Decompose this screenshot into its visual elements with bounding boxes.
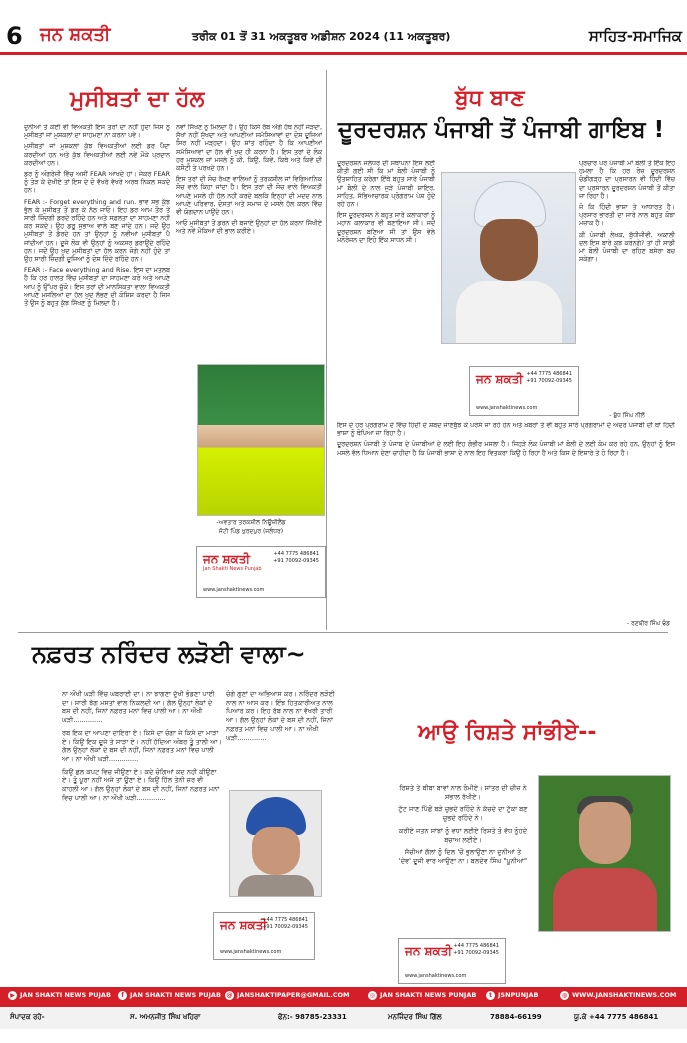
section-divider	[18, 632, 668, 633]
footer-youtube[interactable]: ▶ JAN SHAKTI NEWS PUJAB	[8, 991, 111, 1003]
article4-title: ਆਉ ਰਿਸ਼ਤੇ ਸਾਂਭੀਏ--	[418, 720, 597, 745]
poem-stanza: ਸੱਚੀਆਂ ਗੱਲਾਂ ਨੂੰ ਦਿਲ 'ਚੋਂ ਭੁਲਾਉਣਾ ਨਾ ਦੁਨੀਆਂ ਤੇ 'ਦੇਵ' ਦੂਜੀ ਵਾਰ ਆਉਣਾ ਨਾ। ਬਲਦੇਵ ਸਿੰਘ "ਪੂਨੀਆਂ"	[398, 848, 528, 865]
ad-website: www.janshaktinews.com	[476, 405, 538, 411]
ad-box	[196, 546, 326, 598]
article1-paragraph: ਆਓ ਮੁਸੀਬਤਾਂ ਤੋਂ ਡਰਨ ਦੀ ਬਜਾਏ ਉਨ੍ਹਾਂ ਦਾ ਹੱਲ ਕਰਨਾ ਸਿੱਖੀਏ ਅਤੇ ਨਵੇਂ ਮੌਕਿਆਂ ਦੀ ਭਾਲ ਕਰੀਏ।	[176, 220, 322, 236]
ad-box	[213, 912, 315, 960]
article4-poem	[398, 784, 528, 934]
footer-credits	[0, 1007, 687, 1029]
article2-kicker: ਬੁੱਧ ਬਾਣ	[455, 85, 525, 111]
instagram-icon: ◎	[369, 992, 376, 999]
article2-column-left	[337, 160, 435, 356]
ad-box	[469, 366, 579, 416]
youtube-icon: ▶	[8, 991, 17, 1000]
author-photo-baldev	[538, 775, 671, 932]
article1-paragraph: ਡਰ ਨੂੰ ਅੰਗਰੇਜ਼ੀ ਵਿੱਚ ਅਸੀਂ FEAR ਆਖਦੇ ਹਾਂ। ਜੇਕਰ FEAR ਨੂੰ ਤੋੜ ਕੇ ਦੇਖੀਏ ਤਾਂ ਇਸ ਦੇ ਦੋ ਵੱਖਰੇ ਵੱਖਰੇ ਅਰਥ ਨਿਕਲ ਸਕਦੇ ਹਨ।	[24, 171, 170, 195]
article2-body	[337, 422, 675, 622]
article2-column-right	[579, 160, 675, 410]
article1-paragraph: FEAR :- Face everything and Rise. ਇਸ ਦਾ ਮਤਲਬ ਹੈ ਕਿ ਹਰ ਹਾਲਤ ਵਿੱਚ ਮੁਸੀਬਤਾਂ ਦਾ ਸਾਹਮਣਾ ਕਰੋ ਅਤੇ ਆਪਣੇ ਆਪ ਨੂੰ ਉੱਪਰ ਚੁੱਕੋ। ਇਸ ਤਰਾਂ ਦੀ ਮਾਨਸਿਕਤਾ ਵਾਲਾ ਵਿਅਕਤੀ ਆਪਣੇ ਮਸਲਿਆਂ ਦਾ ਹੱਲ ਖੁਦ ਲੱਭਣ ਦੀ ਕੋਸ਼ਿਸ਼ ਕਰਦਾ ਹੈ ਜਿਸ ਤੋਂ ਉਸ ਨੂੰ ਬਹੁਤ ਕੁੱਝ ਸਿੱਖਣ ਨੂੰ ਮਿਲਦਾ ਹੈ।	[24, 267, 170, 308]
footer-manager: ਮਨਜਿੰਦਰ ਸਿੰਘ ਗਿੱਲ	[388, 1013, 442, 1021]
header-divider	[0, 52, 687, 55]
globe-icon: ◍	[561, 992, 568, 999]
poem-stanza: ਕਰੀਏ ਜਤਨ ਸਾਂਝਾਂ ਨੂੰ ਵਧਾ ਲਈਏ ਰਿਸ਼ਤੇ ਤੋ ਵੱਧ ਨੂੰਹਦੇ ਬਚਾਅ ਲਈਏ।	[398, 826, 528, 844]
edition-date: ਤਰੀਕ 01 ਤੋਂ 31 ਅਕਤੂਬਰ ਅਡੀਸ਼ਨ 2024 (11 ਅਕਤੂਬਰ)	[192, 30, 451, 43]
article1-paragraph: ਨਵਾਂ ਸਿੱਖਣ ਨੂੰ ਮਿਲਦਾ ਹੈ। ਉਹ ਕਿਸੇ ਰੱਬ ਅੱਗੇ ਹੱਥ ਨਹੀਂ ਜੋੜਦਾ, ਸੁੱਖਾਂ ਨਹੀਂ ਸੁੱਖਦਾ ਅਤੇ ਆਪਣੀਆਂ ਸਮੱਸਿਆਵਾਂ ਦਾ ਦੋਸ਼ ਦੂਜਿਆਂ ਸਿਰ ਨਹੀਂ ਮੜ੍ਹਦਾ। ਉਹ ਸ਼ਾਂਤ ਰਹਿੰਦਾ ਹੈ ਕਿ ਆਪਣੀਆਂ ਸਮੱਸਿਆਵਾਂ ਦਾ ਹੱਲ ਵੀ ਖੁਦ ਹੀ ਕਰਨਾ ਹੈ। ਇਸ ਤਰਾਂ ਦੇ ਲੋਕ ਹਰ ਮੁਸ਼ਕਲ ਜਾਂ ਮਸਲੇ ਨੂੰ ਕੀ, ਕਿਉਂ, ਕਿਵੇਂ, ਕਿਥੇ ਅਤੇ ਕਿਵੇਂ ਦੀ ਕਸੌਟੀ ਤੇ ਪਰਖਦੇ ਹਨ।	[176, 124, 322, 173]
poem-stanza: ਟੁੱਟ ਜਾਣ ਪਿੱਛੋਂ ਬੜੇ ਚੁਭਦੇ ਰਹਿੰਦੇ ਨੇ ਕੱਚਦੇ ਦਾ ਟੁੱਕਾ ਬਣ ਚੁਭਦੇ ਰਹਿੰਦੇ ਨੇ।	[398, 805, 528, 823]
footer-phone: ਫੋਨ:- 98785-23331	[278, 1013, 347, 1021]
footer-email[interactable]: @ JANSHAKTIPAPER@GMAIL.COM	[226, 991, 350, 999]
footer-manager-phone: 78884-66199	[490, 1013, 542, 1021]
twitter-icon: t	[486, 991, 495, 1000]
body-shape	[238, 875, 314, 896]
ad-box	[398, 938, 506, 984]
poem-stanza: ਚੰਗੇ ਗੁਣਾਂ ਦਾ ਅਭਿਆਸ ਕਰ। ਨਰਿੰਦਰ ਲੜੋਈ ਨਾਲ ਨਾ ਆਸ ਕਰ। ਇੰਝ ਹਿਤਕਾਰੀਅਤ ਨਾਲ ਪਿਆਰ ਕਰ। ਇਹ ਰੱਬ ਨਾਲ ਨਾ ਵੱਖਰੀ ਤਾਰੀ ਆ। ਗੱਲ ਉਨ੍ਹਾਂ ਲੋਕਾਂ ਦੇ ਬਸ ਦੀ ਨਹੀਂ, ਜਿਨਾਂ ਨਫ਼ਰਤ ਮਨਾਂ ਵਿਚ ਪਾਲੀ ਆ। ਨਾ ਔਖੀ ਘੜੀ..............	[226, 690, 335, 742]
article1-paragraph: FEAR :- Forget everything and run. ਭਾਵ ਸਭ ਕੁੱਝ ਭੁੱਲ ਕੇ ਮੁਸੀਬਤ ਤੋਂ ਡਰ ਕੇ ਨੱਠ ਜਾਓ। ਇਹ ਡਰ ਆਮ ਤੌਰ ਤੇ ਸਾਰੀ ਜ਼ਿੰਦਗੀ ਡਰਦੇ ਰਹਿੰਦੇ ਹਨ ਅਤੇ ਸਫ਼ਲਤਾ ਦਾ ਸਾਹਮਣਾ ਨਹੀਂ ਕਰ ਸਕਦੇ। ਉਹ ਡਰੂ ਸੁਭਾਅ ਵਾਲੇ ਬਣ ਜਾਂਦੇ ਹਨ। ਜਦੋਂ ਉਹ ਮੁਸੀਬਤਾਂ ਤੋਂ ਡੱਰਦੇ ਹਨ ਤਾਂ ਉਨ੍ਹਾਂ ਨੂੰ ਨਵੀਆਂ ਮੁਸੀਬਤਾਂ ਪੈ ਜਾਂਦੀਆਂ ਹਨ। ਦੂਜੇ ਲੋਕ ਵੀ ਉਨ੍ਹਾਂ ਨੂੰ ਅਕਸਰ ਡਰਾਉਂਦੇ ਰਹਿੰਦੇ ਹਨ। ਜਦੋਂ ਉਹ ਖੁਦ ਮੁਸੀਬਤਾਂ ਦਾ ਹੱਲ ਕਰਨ ਜੋਗੇ ਨਹੀਂ ਹੁੰਦੇ ਤਾਂ ਉਹ ਸਾਰੀ ਜ਼ਿੰਦਗੀ ਦੂਜਿਆਂ ਨੂੰ ਦੋਸ਼ ਦਿੰਦੇ ਰਹਿੰਦੇ ਹਨ।	[24, 198, 170, 264]
ad-name: Jan Shakti News Punjab	[203, 566, 262, 572]
ad-phone-2: +91 70092-09345	[453, 950, 499, 956]
article2-paragraph: ਦੂਰਦਰਸ਼ਨ ਜਲੰਧਰ ਦੀ ਸਥਾਪਨਾ ਇਸ ਲਈ ਕੀਤੀ ਗਈ ਸੀ ਕਿ ਮਾਂ ਬੋਲੀ ਪੰਜਾਬੀ ਨੂੰ ਉਤਸ਼ਾਹਿਤ ਕਰੇਗਾ ਇੱਥੇ ਬਹੁਤ ਸਾਰੇ ਪੰਜਾਬੀ ਮਾਂ ਬੋਲੀ ਦੇ ਨਾਲ ਜੁੜੇ ਪੰਜਾਬੀ ਸ਼ਾਇਰ, ਸਾਹਿਤ, ਸੱਭਿਆਚਾਰਕ ਪ੍ਰੋਗਰਾਮ ਪੇਸ਼ ਹੁੰਦੇ ਰਹੇ ਹਨ।	[337, 160, 435, 209]
article1-author-place: ਜੱਟੀ ਪਿੰਡ ਖੁਰਦਪੁਰ (ਜਲੰਧਰ)	[218, 528, 284, 535]
newspaper-logo: ਜਨ ਸ਼ਕਤੀ	[40, 24, 111, 45]
poem-stanza: ਨਾ ਔਖੀ ਘੜੀ ਵਿੱਚ ਘਬਰਾਈ ਦਾ। ਨਾ ਝਾਗਣਾ ਦੁੱਖੀ ਭੰਡਣਾ ਪਾਈ ਦਾ। ਸਾਰੀ ਝੱਗ ਮਸਤਾਂ ਵਾਲ ਨਿਕਲਦੀ ਆ। ਗੱਲ ਉਨ੍ਹਾਂ ਲੋਕਾਂ ਦੇ ਬਸ ਦੀ ਨਹੀਂ, ਜਿਨਾਂ ਨਫ਼ਰਤ ਮਨਾਂ ਵਿਚ ਪਾਲੀ ਆ। ਨਾ ਔਖੀ ਘੜੀ..............	[62, 690, 215, 725]
footer-twitter[interactable]: t JSNPUNJAB	[486, 991, 538, 1003]
ad-website: www.janshaktinews.com	[203, 587, 265, 593]
article1-column-2	[176, 124, 322, 360]
face-shape	[579, 802, 631, 864]
ad-phone-2: +91 70092-09345	[526, 378, 572, 384]
author-photo-poet	[229, 790, 322, 897]
footer-uk-phone: ਯੂ.ਕੇ +44 7775 486841	[574, 1013, 659, 1021]
ad-phone-2: +91 70092-09345	[262, 924, 308, 930]
footer-chief-editor: ਸ. ਅਮਨਜੀਤ ਸਿੰਘ ਖਹਿਰਾ	[130, 1013, 201, 1021]
article1-title: ਮੁਸੀਬਤਾਂ ਦਾ ਹੱਲ	[70, 86, 205, 112]
article1-paragraph: ਇਸ ਤਰਾਂ ਦੀ ਸੋਚ ਰੱਖਣ ਵਾਲਿਆਂ ਨੂੰ ਤਰਕਸ਼ੀਲ ਜਾਂ ਵਿਗਿਆਨਿਕ ਸੋਚ ਵਾਲੇ ਕਿਹਾ ਜਾਂਦਾ ਹੈ। ਇਸ ਤਰਾਂ ਦੀ ਸੋਚ ਵਾਲੇ ਵਿਅਕਤੀ ਆਪਣੇ ਮਸਲੇ ਹੀ ਹੱਲ ਨਹੀਂ ਕਰਦੇ ਬਲਕਿ ਇਨ੍ਹਾਂ ਦੀ ਮਦਦ ਨਾਲ ਆਪਣੇ ਪਰਿਵਾਰ, ਦੋਸਤਾਂ ਅਤੇ ਸਮਾਜ ਦੇ ਮਸਲੇ ਹੱਲ ਕਰਨ ਵਿੱਚ ਵੀ ਯੋਗਦਾਨ ਪਾਉਂਦੇ ਹਨ।	[176, 176, 322, 217]
article2-paragraph: ਇਸ ਦੂਰਦਰਸ਼ਨ ਨੇ ਬਹੁਤ ਸਾਰੇ ਕਲਾਕਾਰਾਂ ਨੂੰ ਮਹਾਨ ਕਲਾਕਾਰ ਵੀ ਬਣਾਇਆ ਸੀ। ਜਦੋਂ ਦੂਰਦਰਸ਼ਨ ਬਣਿਆ ਸੀ ਤਾਂ ਉਸ ਵੇਲੇ ਮਨੋਰੰਜਨ ਦਾ ਇਹੋ ਇੱਕ ਸਾਧਨ ਸੀ।	[337, 212, 435, 244]
article2-paragraph: ਪ੍ਰਚਾਰ ਪਰ ਪੰਜਾਬੀ ਮਾਂ ਬੋਲੀ ਤੇ ਇੱਕ ਇਹ ਹਮਲਾ ਹੈ ਕਿ ਹਰ ਰੋਜ਼ ਦੂਰਦਰਸ਼ਨ ਚੰਡੀਗੜ੍ਹ ਦਾ ਪ੍ਰਸਾਰਨ ਵੀ ਹਿੰਦੀ ਵਿੱਚ ਦਾ ਪ੍ਰਸਾਰਨ ਦੂਰਦਰਸ਼ਨ ਪੰਜਾਬੀ ਤੋਂ ਕੀਤਾ ਜਾ ਰਿਹਾ ਹੈ।	[579, 160, 675, 200]
ad-logo: ਜਨ ਸ਼ਕਤੀ	[220, 918, 267, 932]
article3-title: ਨਫ਼ਰਤ ਨਰਿੰਦਰ ਲੜੋਈ ਵਾਲਾ~	[32, 640, 306, 668]
face-shape	[252, 827, 300, 875]
face-shape	[480, 219, 538, 281]
article1-author: -ਅਵਤਾਰ ਤਰਕਸ਼ੀਲ ਨਿਊਜ਼ੀਲੈਂਡ	[216, 519, 286, 526]
article3-poem-left	[62, 690, 222, 980]
page-number: 6	[6, 22, 23, 50]
footer-website[interactable]: ◍ WWW.JANSHAKTINEWS.COM	[561, 991, 677, 999]
author-photo-turban	[441, 172, 576, 344]
ad-logo: ਜਨ ਸ਼ਕਤੀ	[476, 372, 523, 386]
ad-website: www.janshaktinews.com	[405, 973, 467, 979]
article1-column-1	[24, 124, 170, 624]
article1-paragraph: ਦੁਨੀਆਂ ਤੇ ਕੋਈ ਵੀ ਵਿਅਕਤੀ ਇਸ ਤਰਾਂ ਦਾ ਨਹੀਂ ਹੁੰਦਾ ਜਿਸ ਨੂੰ ਮੁਸੀਬਤਾਂ ਜਾਂ ਮੁਸ਼ਕਲਾਂ ਦਾ ਸਾਹਮਣਾ ਨਾ ਕਰਨਾ ਪਵੇ।	[24, 124, 170, 140]
column-divider	[326, 70, 327, 630]
facebook-icon: f	[118, 991, 127, 1000]
footer-facebook[interactable]: f JAN SHAKTI NEWS PUJAB	[118, 991, 221, 1003]
ad-phone-1: +44 7775 486841	[273, 551, 319, 557]
article2-author-bottom: - ਰਣਬੀਰ ਸਿੰਘ ਢੰਡ	[627, 620, 670, 627]
article2-paragraph: ਕੀ ਪੰਜਾਬੀ ਲੇਖਕ, ਬੁੱਧੀਜੀਵੀ, ਅਕਾਲੀ ਦਲ ਇਸ ਬਾਰੇ ਕੁਝ ਕਰਨਗੇ? ਤਾਂ ਹੀ ਸਾਡੀ ਮਾਂ ਬੋਲੀ ਪੰਜਾਬੀ ਦਾ ਰਹਿਣ ਬਸੇਰਾ ਬਚ ਸਕੇਗਾ।	[579, 231, 675, 264]
footer-editor-label: ਸੰਪਾਦਕ ਰਹੇ-	[10, 1013, 45, 1021]
body-shape	[553, 868, 657, 931]
poem-stanza: ਕਿਉਂ ਛਲ ਕਪਟ ਵਿਚ ਜੀਉਣਾ ਏ। ਕਦੇ ਚੰਗਿਆਂ ਕਦ ਨਹੀਂ ਕੀਉਣਾ ਏ। ਤੂੰ ਪੂਰਾ ਨਹੀਂ ਅਜੇ ਤਾਂ ਊਣਾ ਏ। ਕਿਉਂ ਹਿੱਲ ਤੇਨੀ ਜ਼ਰ ਵੀ ਕਾਹਲੀ ਆ। ਗੱਲ ਉਨ੍ਹਾਂ ਲੋਕਾਂ ਦੇ ਬਸ ਦੀ ਨਹੀਂ, ਜਿਨਾਂ ਨਫ਼ਰਤ ਮਨਾਂ ਵਿਚ ਪਾਲੀ ਆ। ਨਾ ਔਖੀ ਘੜੀ..............	[62, 767, 220, 802]
poem-stanza: ਰਬ ਇਕ ਦਾ ਆਪਣਾ ਦਾਇਰਾ ਏ। ਕਿਸੇ ਦਾ ਚੰਗਾ ਜੇ ਕਿਸੇ ਦਾ ਮਾੜਾ ਏ। ਕਿਉਂ ਇਕ ਦੂਜੇ ਤੇ ਸਾੜਾ ਏ। ਨਹੀਂ ਹੱਦਿਆ ਅੰਬਰ ਤੂੰ ਤਾਲੀ ਆ। ਗੱਲ ਉਨ੍ਹਾਂ ਲੋਕਾਂ ਦੇ ਬਸ ਦੀ ਨਹੀਂ, ਜਿਨਾਂ ਨਫ਼ਰਤ ਮਨਾਂ ਵਿਚ ਪਾਲੀ ਆ। ਨਾ ਔਖੀ ਘੜੀ..............	[62, 728, 222, 763]
author-photo-avtar	[197, 364, 325, 516]
article3-poem-right	[226, 690, 336, 786]
email-icon: @	[226, 992, 233, 999]
article2-title: ਦੂਰਦਰਸ਼ਨ ਪੰਜਾਬੀ ਤੋਂ ਪੰਜਾਬੀ ਗਾਇਬ !	[337, 117, 665, 143]
article2-paragraph: ਇਸ ਦੇ ਹਰ ਪ੍ਰੋਗਰਾਮ ਦੇ ਵਿੱਚ ਹਿੰਦੀ ਦੇ ਸ਼ਬਦ ਜਾਣਬੁੱਝ ਕੇ ਪਰੋਸੇ ਜਾ ਰਹੇ ਹਨ ਅਤੇ ਖ਼ਬਰਾਂ ਤੇ ਵੀ ਬਹੁਤ ਸਾਰੇ ਪ੍ਰੋਗਰਾਮਾਂ ਦੇ ਅੰਦਰ ਪੰਜਾਬੀ ਦੀ ਥਾਂ ਹਿੰਦੀ ਭਾਸ਼ਾ ਨੂੰ ਥੋਪਿਆ ਜਾ ਰਿਹਾ ਹੈ।	[337, 422, 675, 438]
ad-phone-2: +91 70092-09345	[273, 558, 319, 564]
article1-paragraph: ਮੁਸੀਬਤਾਂ ਜਾਂ ਮੁਸ਼ਕਲਾਂ ਕੁੱਝ ਵਿਅਕਤੀਆਂ ਲਈ ਡਰ ਪੈਦਾ ਕਰਦੀਆਂ ਹਨ ਅਤੇ ਕੁੱਝ ਵਿਅਕਤੀਆਂ ਲਈ ਨਵੇਂ ਮੌਕੇ ਪ੍ਰਦਾਨ ਕਰਦੀਆਂ ਹਨ।	[24, 143, 170, 167]
section-title: ਸਾਹਿਤ-ਸਮਾਜਿਕ	[588, 27, 682, 45]
body-shape	[456, 281, 562, 343]
footer-social-bar	[0, 987, 687, 1007]
footer-instagram[interactable]: ◎ JAN SHAKTI NEWS PUNJAB	[369, 991, 477, 999]
poem-stanza: ਰਿਸ਼ਤੇ ਤੇ ਬੀਬਾ ਬਾਵਾਂ ਨਾਲ ਰੰਮੀਏ। ਸਾਂਤਰ ਦੀ ਚੀਜ਼ ਨੇ ਸਂਭਾਲ ਰੱਖੀਏ।	[399, 784, 527, 801]
ad-phone-1: +44 7775 486841	[453, 943, 499, 949]
ad-logo: ਜਨ ਸ਼ਕਤੀ	[405, 944, 452, 958]
ad-logo: ਜਨ ਸ਼ਕਤੀ	[203, 552, 250, 566]
ad-phone-1: +44 7775 486841	[262, 917, 308, 923]
article2-paragraph: ਦੂਰਦਰਸ਼ਨ ਪੰਜਾਬੀ ਤੇ ਪੰਜਾਬ ਦੇ ਪੰਜਾਬੀਆਂ ਦੇ ਲਈ ਇਹ ਗੰਭੀਰ ਮਸਲਾ ਹੈ। ਜਿਹੜੇ ਲੋਕ ਪੰਜਾਬੀ ਮਾਂ ਬੋਲੀ ਦੇ ਲਈ ਕੰਮ ਕਰ ਰਹੇ ਹਨ, ਉਨ੍ਹਾਂ ਨੂੰ ਇਸ ਮਸਲੇ ਵੱਲ ਧਿਆਨ ਦੇਣਾ ਚਾਹੀਦਾ ਹੈ ਕਿ ਪੰਜਾਬੀ ਭਾਸ਼ਾ ਦੇ ਨਾਲ ਇਹ ਵਿਤਕਰਾ ਕਿਉਂ ਹੋ ਰਿਹਾ ਹੈ ਅਤੇ ਕਿਸ ਦੇ ਇਸ਼ਾਰੇ ਤੇ ਹੋ ਰਿਹਾ ਹੈ।	[337, 441, 675, 457]
article2-author: - ਬੁੱਧ ਸਿੰਘ ਨੀਲੋਂ	[609, 412, 645, 419]
ad-website: www.janshaktinews.com	[220, 949, 282, 955]
ad-phone-1: +44 7775 486841	[526, 371, 572, 377]
article2-paragraph: ਜੋ ਕਿ ਹਿੰਦੀ ਭਾਸ਼ਾ ਤੇ ਆਧਾਰਤ ਹੈ। ਪ੍ਰਸਾਰ ਭਾਰਤੀ ਦਾ ਸਾਰੇ ਨਾਲ ਬਹੁਤ ਕੋਝਾ ਮਜ਼ਾਕ ਹੈ।	[579, 204, 675, 228]
